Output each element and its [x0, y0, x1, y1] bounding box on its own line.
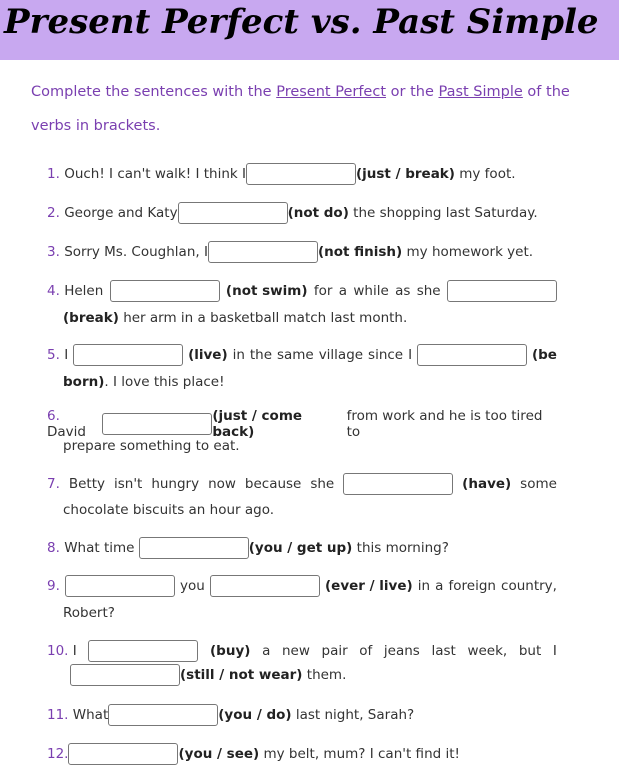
verb-hint: (have) — [462, 476, 512, 492]
question-number: 6. — [47, 408, 60, 424]
answer-input-9a[interactable] — [65, 575, 175, 597]
sentence-text: last night, Sarah? — [291, 707, 415, 723]
question-number: 1. — [47, 166, 60, 182]
verb-hint: (not do) — [287, 205, 349, 221]
answer-input-4a[interactable] — [110, 280, 220, 302]
answer-input-12[interactable] — [68, 743, 178, 765]
question-9: 9. you (ever / live) in a foreign country, — [47, 575, 557, 597]
instructions — [31, 84, 570, 100]
question-number: 3. — [47, 244, 60, 260]
answer-input-10b[interactable] — [70, 664, 180, 686]
sentence-text: . I love this place! — [104, 374, 225, 390]
sentence-text: the shopping last Saturday. — [348, 205, 538, 221]
verb-hint: (buy) — [210, 643, 251, 659]
answer-input-2[interactable] — [178, 202, 288, 224]
answer-input-5b[interactable] — [417, 344, 527, 366]
answer-input-4b[interactable] — [447, 280, 557, 302]
verb-hint: (still / not wear) — [180, 667, 303, 683]
question-10-line2 — [70, 664, 346, 686]
question-6 — [47, 408, 557, 440]
verb-hint: (you / see) — [178, 746, 260, 762]
verb-hint: (not swim) — [225, 283, 308, 299]
question-5-line2 — [63, 374, 225, 390]
past-simple-link[interactable]: Past Simple — [438, 84, 523, 100]
verb-hint: (break) — [63, 310, 119, 326]
sentence-text: them. — [302, 667, 347, 683]
verb-hint: (just / come back) — [212, 408, 303, 440]
answer-input-9b[interactable] — [210, 575, 320, 597]
instr-text: Complete the sentences with the — [31, 84, 277, 100]
page-title: Present Perfect vs. Past Simple — [4, 2, 599, 42]
question-5: 5. I (live) in the same village since I (be — [47, 344, 557, 366]
question-number: 8. — [47, 540, 60, 556]
question-number: 2. — [47, 205, 60, 221]
present-perfect-link[interactable]: Present Perfect — [276, 84, 387, 100]
sentence-text: Helen — [64, 283, 104, 299]
instructions-line2: verbs in brackets. — [31, 118, 161, 134]
sentence-text: some — [520, 476, 557, 492]
sentence-text: her arm in a basketball match last month. — [118, 310, 408, 326]
answer-input-3[interactable] — [208, 241, 318, 263]
answer-input-7[interactable] — [343, 473, 453, 495]
verb-hint: (be — [531, 347, 557, 363]
verb-hint: (live) — [188, 347, 228, 363]
verb-hint: (ever / live) — [325, 578, 413, 594]
sentence-text: What time — [64, 540, 135, 556]
answer-input-6[interactable] — [102, 413, 212, 435]
question-12 — [47, 743, 460, 765]
instr-text: of the — [522, 84, 570, 100]
answer-input-1[interactable] — [246, 163, 356, 185]
answer-input-8[interactable] — [139, 537, 249, 559]
instr-text: or the — [386, 84, 439, 100]
question-number: 10. — [47, 643, 69, 659]
verb-hint: (you / do) — [218, 707, 292, 723]
answer-input-5a[interactable] — [73, 344, 183, 366]
question-7: 7. Betty isn't hungry now because she (have) some — [47, 473, 557, 495]
sentence-text: Sorry Ms. Coughlan, I — [64, 244, 208, 260]
question-4-line2 — [63, 310, 407, 326]
verb-hint: (you / get up) — [248, 540, 353, 556]
answer-input-10a[interactable] — [88, 640, 198, 662]
sentence-text: What — [72, 707, 109, 723]
title-banner — [0, 0, 619, 60]
question-2 — [47, 202, 538, 224]
sentence-text: Ouch! I can't walk! I think I — [64, 166, 246, 182]
verb-hint: (just / break) — [355, 166, 455, 182]
question-9-line2: Robert? — [63, 605, 115, 621]
question-4: 4. Helen (not swim) for a while as she — [47, 280, 557, 302]
question-number: 4. — [47, 283, 60, 299]
sentence-text: you — [180, 578, 205, 594]
sentence-text: David — [47, 424, 86, 440]
sentence-text: George and Katy — [64, 205, 178, 221]
verb-hint: born) — [63, 374, 105, 390]
question-number: 9. — [47, 578, 60, 594]
question-6-line2: prepare something to eat. — [63, 438, 240, 454]
sentence-text: from work and he is too tired to — [346, 408, 543, 440]
sentence-text: my homework yet. — [402, 244, 534, 260]
sentence-text: my foot. — [454, 166, 516, 182]
question-3 — [47, 241, 533, 263]
question-10: 10. I (buy) a new pair of jeans last week, but I — [47, 640, 557, 662]
question-number: 12. — [47, 746, 69, 762]
question-number: 5. — [47, 347, 60, 363]
sentence-text: I — [64, 347, 69, 363]
question-number: 11. — [47, 707, 69, 723]
sentence-text: my belt, mum? I can't find it! — [259, 746, 460, 762]
sentence-text: I — [72, 643, 77, 659]
answer-input-11[interactable] — [108, 704, 218, 726]
question-11 — [47, 704, 414, 726]
question-7-line2: chocolate biscuits an hour ago. — [63, 502, 275, 518]
sentence-text: this morning? — [352, 540, 449, 556]
question-number: 7. — [47, 476, 60, 492]
verb-hint: (not finish) — [317, 244, 403, 260]
question-1 — [47, 163, 516, 185]
question-8 — [47, 537, 449, 559]
